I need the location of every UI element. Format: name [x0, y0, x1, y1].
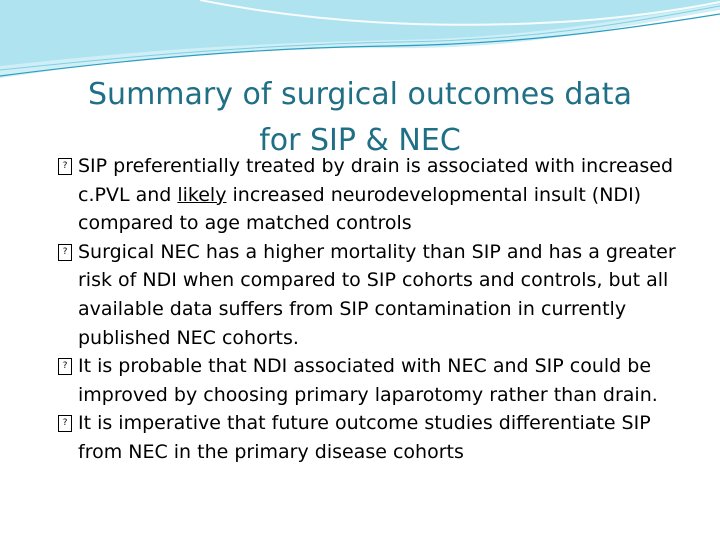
bullet-text-underlined: likely	[177, 183, 227, 206]
bullet-marker-icon: ?	[58, 158, 72, 175]
list-item	[58, 352, 688, 409]
title-line-2: for SIP & NEC	[259, 123, 461, 159]
bullet-marker-icon: ?	[58, 244, 72, 261]
page-title	[40, 72, 680, 164]
bullet-list	[58, 152, 688, 467]
bullet-text: It is probable that NDI associated with NEC and SIP could be improved by choosing primary laparotomy rather than drain.	[78, 355, 658, 406]
list-item	[58, 409, 688, 466]
bullet-marker-icon: ?	[58, 415, 72, 432]
title-line-1: Summary of surgical outcomes data	[88, 77, 632, 113]
bullet-text: Surgical NEC has a higher mortality than SIP and has a greater risk of NDI when compared to SIP cohorts and controls, but all available data suffers from SIP contamination in currently published NEC cohorts.	[78, 240, 676, 349]
list-item	[58, 238, 688, 352]
bullet-text: It is imperative that future outcome studies differentiate SIP from NEC in the primary disease cohorts	[78, 412, 651, 463]
bullet-text-tail: increased neurodevelopmental insult (NDI) compared to age matched controls	[78, 183, 642, 235]
bullet-text: SIP preferentially treated by drain is associated with increased c.PVL and	[78, 155, 674, 206]
bullet-marker-icon: ?	[58, 358, 72, 375]
list-item	[58, 152, 688, 238]
